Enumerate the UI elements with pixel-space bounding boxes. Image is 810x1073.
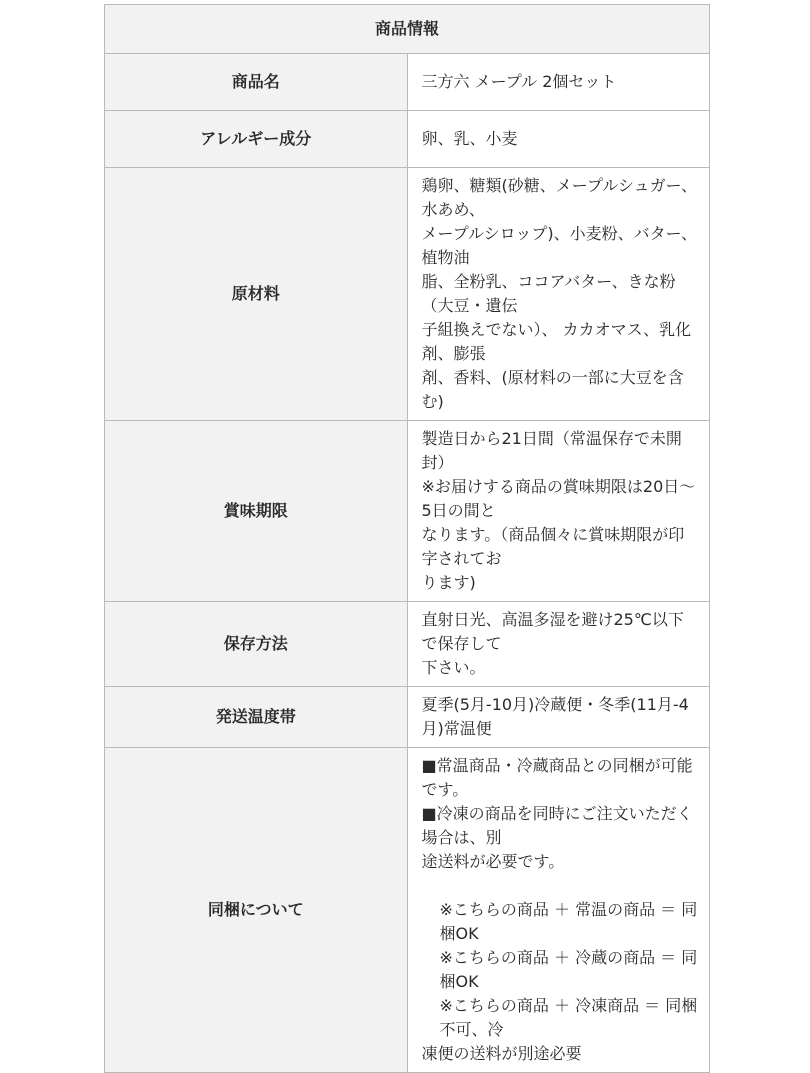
- value-line: 剤、香料、(原材料の一部に大豆を含む): [421, 368, 684, 411]
- value-line: 三方六 メープル 2個セット: [421, 72, 617, 91]
- value-bundling: [407, 748, 710, 1073]
- row-storage: [105, 602, 710, 687]
- spacer: [422, 874, 700, 898]
- label-allergens: アレルギー成分: [105, 111, 408, 168]
- product-info-table: [104, 4, 710, 1073]
- value-line: 夏季(5月-10月)冷蔵便・冬季(11月-4月)常温便: [421, 695, 689, 738]
- value-allergens: [407, 111, 710, 168]
- row-shipping-temp: [105, 687, 710, 748]
- value-ingredients: [407, 168, 710, 421]
- row-bundling: [105, 748, 710, 1073]
- bundle-note: ※こちらの商品 ＋ 冷凍商品 ＝ 同梱不可、冷: [439, 996, 698, 1039]
- value-line: なります。（商品個々に賞味期限が印字されてお: [421, 525, 685, 568]
- value-line: ※お届けする商品の賞味期限は20日〜5日の間と: [421, 477, 696, 520]
- value-line: 脂、全粉乳、ココアバター、きな粉（大豆・遺伝: [421, 272, 676, 315]
- value-line: ■冷凍の商品を同時にご注文いただく場合は、別: [421, 804, 693, 847]
- value-line: ります): [421, 573, 476, 592]
- value-line: 下さい。: [421, 658, 486, 677]
- label-best-before: 賞味期限: [105, 421, 408, 602]
- value-best-before: [407, 421, 710, 602]
- value-line: 直射日光、高温多湿を避け25℃以下で保存して: [421, 610, 684, 653]
- row-best-before: [105, 421, 710, 602]
- row-product-name: [105, 54, 710, 111]
- value-line: ■常温商品・冷蔵商品との同梱が可能です。: [421, 756, 693, 799]
- label-shipping-temp: 発送温度帯: [105, 687, 408, 748]
- bundle-note-tail: 凍便の送料が別途必要: [421, 1044, 582, 1063]
- value-line: メープルシロップ)、小麦粉、バター、植物油: [421, 224, 697, 267]
- value-product-name: [407, 54, 710, 111]
- caption-row: [105, 5, 710, 54]
- row-allergens: [105, 111, 710, 168]
- value-storage: [407, 602, 710, 687]
- table-caption: 商品情報: [105, 5, 710, 54]
- value-line: 子組換えでない）、 カカオマス、乳化剤、膨張: [421, 320, 692, 363]
- value-line: 鶏卵、糖類(砂糖、メープルシュガー、水あめ、: [421, 176, 697, 219]
- value-line: 卵、乳、小麦: [421, 129, 518, 148]
- label-product-name: 商品名: [105, 54, 408, 111]
- value-line: 製造日から21日間（常温保存で未開封）: [421, 429, 682, 472]
- label-storage: 保存方法: [105, 602, 408, 687]
- label-ingredients: 原材料: [105, 168, 408, 421]
- value-line: 途送料が必要です。: [421, 852, 565, 871]
- row-ingredients: [105, 168, 710, 421]
- bundle-note: ※こちらの商品 ＋ 冷蔵の商品 ＝ 同梱OK: [439, 948, 698, 991]
- bundle-note: ※こちらの商品 ＋ 常温の商品 ＝ 同梱OK: [439, 900, 698, 943]
- label-bundling: 同梱について: [105, 748, 408, 1073]
- value-shipping-temp: [407, 687, 710, 748]
